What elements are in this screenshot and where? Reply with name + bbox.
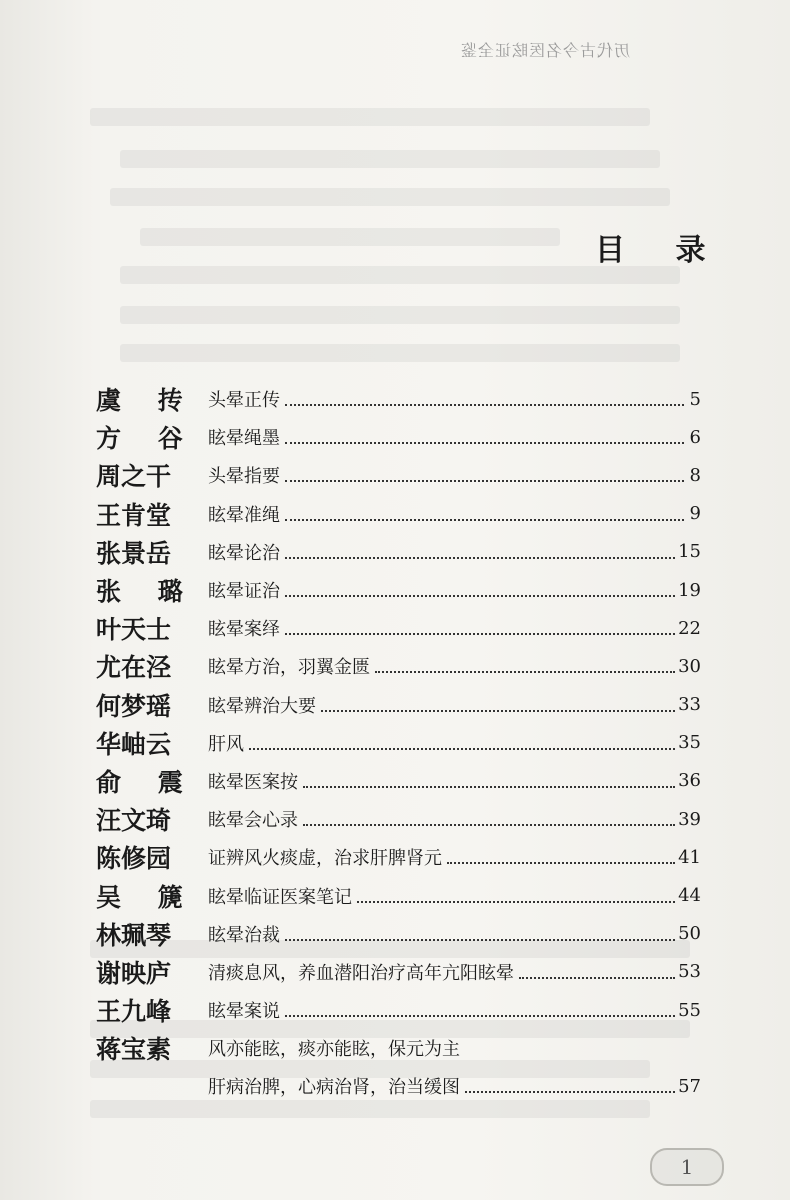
toc-page-number: 36 [678, 770, 701, 792]
leader-dots [519, 965, 675, 979]
toc-entry[interactable] [96, 686, 701, 724]
toc-page-number: 55 [678, 999, 701, 1021]
toc-entry-continuation[interactable] [96, 1067, 701, 1105]
toc-page-number: 33 [678, 694, 701, 716]
toc-title: 头晕指要 [208, 466, 280, 488]
toc-entry[interactable] [96, 533, 701, 571]
toc-title: 眩晕方治，羽翼金匮 [208, 657, 370, 679]
toc-author: 汪文琦 [96, 806, 172, 836]
toc-page-number: 19 [678, 579, 701, 601]
toc-entry[interactable] [96, 762, 701, 800]
table-of-contents [96, 380, 701, 1106]
leader-dots [447, 850, 675, 864]
toc-title: 眩晕准绳 [208, 504, 280, 526]
toc-author: 谢映庐 [96, 958, 172, 988]
toc-title: 清痰息风，养血潜阳治疗高年亢阳眩晕 [208, 962, 514, 984]
toc-author: 俞 震 [96, 767, 197, 797]
toc-entry[interactable] [96, 495, 701, 533]
toc-entry[interactable] [96, 838, 701, 876]
toc-author: 叶天士 [96, 615, 172, 645]
leader-dots [285, 468, 684, 482]
toc-author: 王九峰 [96, 997, 172, 1027]
toc-title: 风亦能眩，痰亦能眩，保元为主 [208, 1039, 460, 1061]
toc-author: 陈修园 [96, 844, 172, 874]
leader-dots [285, 621, 675, 635]
toc-title: 眩晕治裁 [208, 924, 280, 946]
toc-title: 眩晕会心录 [208, 810, 298, 832]
toc-author: 何梦瑶 [96, 691, 172, 721]
toc-title: 眩晕论治 [208, 542, 280, 564]
leader-dots [285, 927, 675, 941]
toc-page-number: 53 [678, 961, 701, 983]
running-head: 历代古今名医眩证全鉴 [460, 41, 631, 60]
toc-page-number: 57 [678, 1075, 701, 1097]
toc-entry[interactable] [96, 724, 701, 762]
toc-title: 证辨风火痰虚，治求肝脾肾元 [208, 848, 442, 870]
toc-author: 虞 抟 [96, 386, 197, 416]
leader-dots [303, 774, 675, 788]
toc-entry[interactable] [96, 418, 701, 456]
toc-page-number: 22 [678, 617, 701, 639]
leader-dots [321, 698, 675, 712]
toc-entry[interactable] [96, 647, 701, 685]
toc-page-number: 44 [678, 885, 701, 907]
toc-page-number: 9 [689, 503, 701, 525]
toc-title: 眩晕临证医案笔记 [208, 886, 352, 908]
toc-author: 方 谷 [96, 424, 197, 454]
toc-entry[interactable] [96, 380, 701, 418]
toc-author: 华岫云 [96, 729, 172, 759]
toc-page-number: 8 [689, 464, 701, 486]
toc-entry[interactable] [96, 953, 701, 991]
leader-dots [303, 812, 675, 826]
leader-dots [285, 1003, 675, 1017]
toc-entry[interactable] [96, 571, 701, 609]
toc-page-number: 6 [689, 426, 701, 448]
toc-page-number: 41 [678, 846, 701, 868]
leader-dots [375, 659, 675, 673]
toc-entry[interactable] [96, 456, 701, 494]
toc-title: 肝病治脾，心病治肾，治当缓图 [208, 1077, 460, 1099]
toc-page-number: 39 [678, 808, 701, 830]
toc-entry[interactable] [96, 915, 701, 953]
toc-page-number: 50 [678, 923, 701, 945]
leader-dots [285, 507, 684, 521]
toc-author: 张景岳 [96, 538, 172, 568]
toc-title: 眩晕医案按 [208, 771, 298, 793]
toc-title: 眩晕辨治大要 [208, 695, 316, 717]
toc-page-number: 30 [678, 655, 701, 677]
toc-author: 蒋宝素 [96, 1035, 172, 1065]
leader-dots [285, 545, 675, 559]
leader-dots [285, 430, 684, 444]
toc-title: 眩晕绳墨 [208, 428, 280, 450]
toc-author: 王肯堂 [96, 500, 172, 530]
toc-page-number: 35 [678, 732, 701, 754]
leader-dots [285, 392, 684, 406]
leader-dots [249, 736, 675, 750]
leader-dots [285, 583, 675, 597]
toc-entry[interactable] [96, 876, 701, 914]
toc-title: 眩晕证治 [208, 581, 280, 603]
leader-dots [357, 889, 675, 903]
leader-dots [465, 1079, 675, 1093]
toc-title: 眩晕案说 [208, 1001, 280, 1023]
toc-page-number: 5 [689, 388, 701, 410]
toc-title: 头晕正传 [208, 390, 280, 412]
toc-page-number: 15 [678, 541, 701, 563]
toc-entry[interactable] [96, 800, 701, 838]
toc-title: 眩晕案绎 [208, 619, 280, 641]
toc-title: 肝风 [208, 733, 244, 755]
toc-author: 林珮琴 [96, 920, 172, 950]
toc-author: 周之干 [96, 462, 172, 492]
toc-author: 吴 篪 [96, 882, 197, 912]
toc-author: 张 璐 [96, 577, 197, 607]
toc-author: 尤在泾 [96, 653, 172, 683]
toc-entry[interactable] [96, 991, 701, 1029]
toc-entry[interactable] [96, 1029, 701, 1067]
page-number-badge: 1 [650, 1148, 724, 1186]
toc-entry[interactable] [96, 609, 701, 647]
page-title: 目 录 [595, 233, 726, 268]
